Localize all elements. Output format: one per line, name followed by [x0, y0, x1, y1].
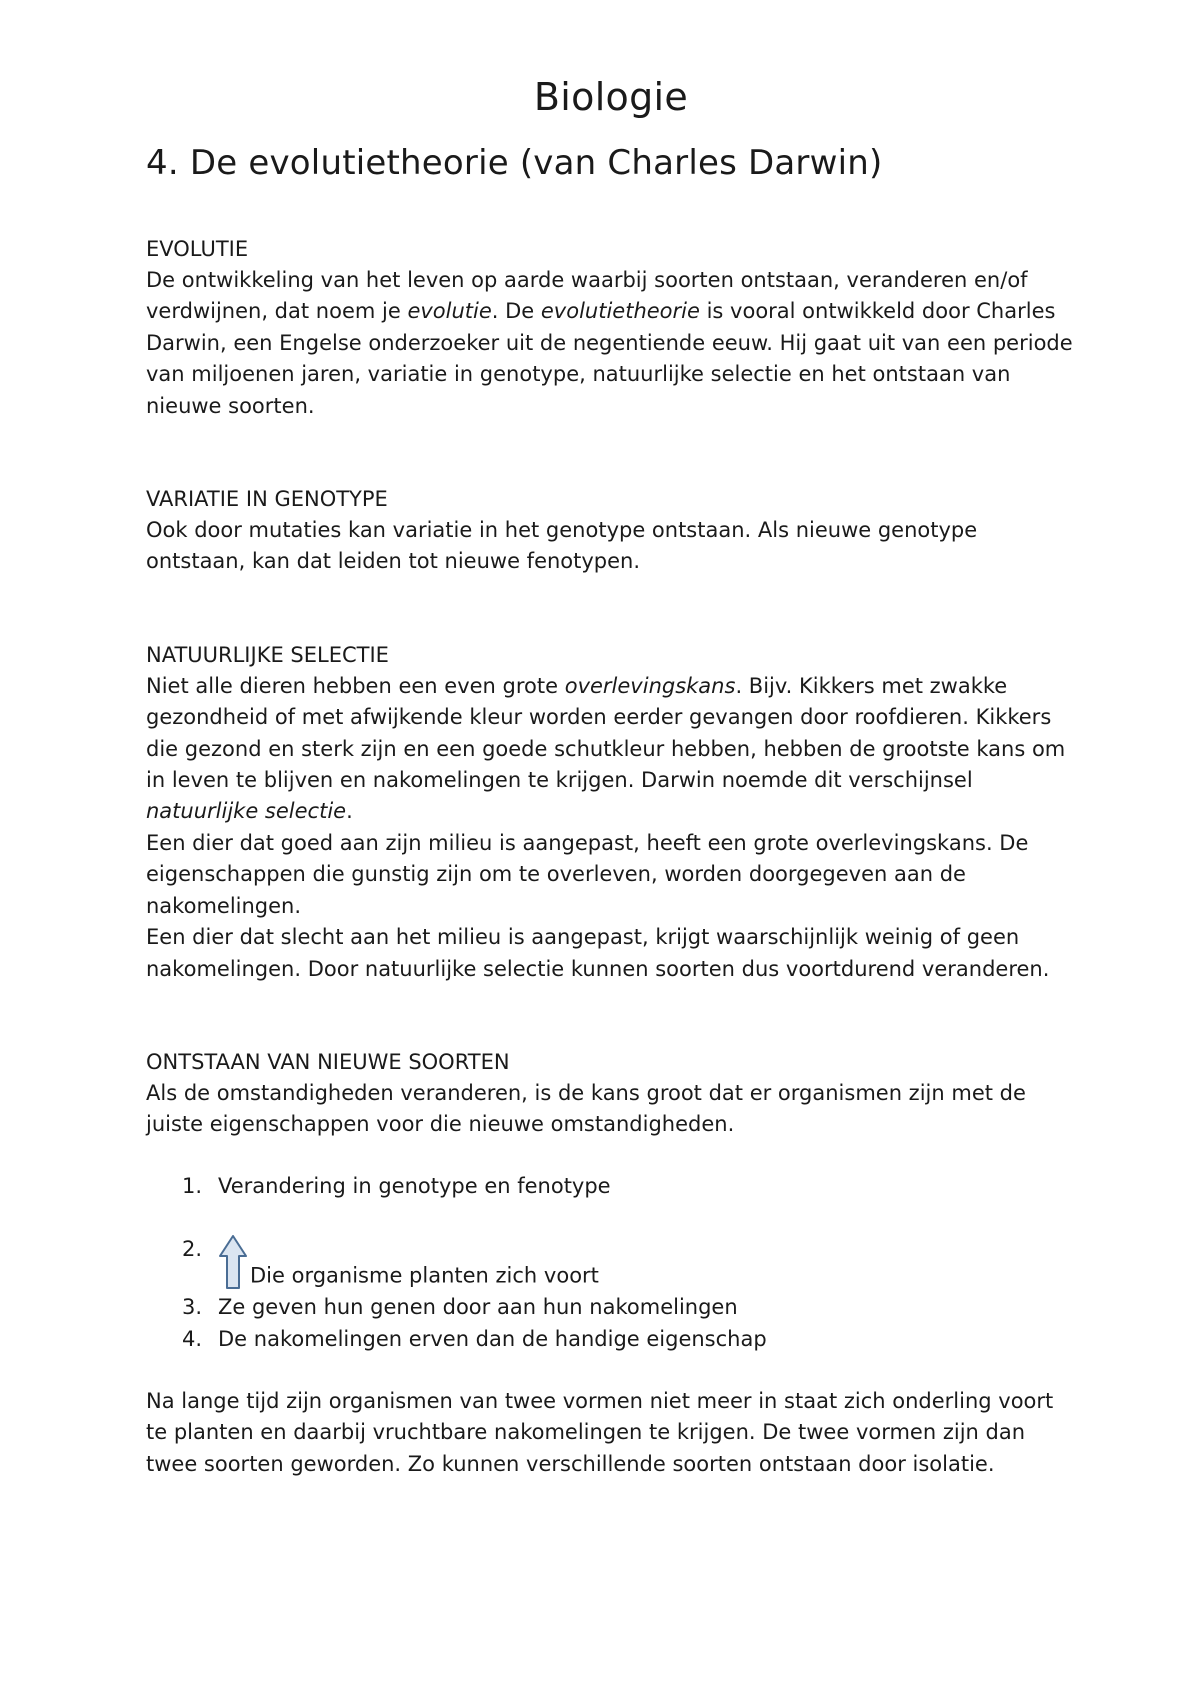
list-number: 3. — [182, 1295, 203, 1320]
steps-list — [146, 1171, 1076, 1355]
document-page — [146, 70, 1076, 1480]
list-item — [146, 1324, 1076, 1355]
text-span: . De — [491, 299, 541, 324]
paragraph-selectie-2: Een dier dat goed aan zijn milieu is aangepast, heeft een grote overlevingskans. De eigenschappen die gunstig zijn om te overleven, worden doorgegeven aan de nakomelingen. — [146, 830, 1029, 918]
paragraph-variatie: Ook door mutaties kan variatie in het genotype ontstaan. Als nieuwe genotype ontstaan, kan dat leiden tot nieuwe fenotypen. — [146, 518, 978, 574]
list-item-text: Verandering in genotype en fenotype — [218, 1173, 611, 1198]
section-heading-evolutie: EVOLUTIE — [146, 237, 249, 261]
list-item — [146, 1171, 1076, 1202]
section-evolutie — [146, 234, 1076, 422]
paragraph-selectie-3: Een dier dat slecht aan het milieu is aangepast, krijgt waarschijnlijk weinig of geen nakomelingen. Door natuurlijke selectie kunnen soorten dus voortdurend veranderen. — [146, 925, 1050, 981]
term-evolutietheorie: evolutietheorie — [540, 299, 700, 324]
text-span: Niet alle dieren hebben een even grote — [146, 673, 565, 698]
up-arrow-icon — [218, 1234, 248, 1290]
section-heading-selectie: NATUURLIJKE SELECTIE — [146, 642, 389, 667]
list-item — [146, 1234, 1076, 1292]
section-heading-soorten: ONTSTAAN VAN NIEUWE SOORTEN — [146, 1049, 510, 1074]
list-item — [146, 1292, 1076, 1323]
text-span: . Bijv. Kikkers met zwakke gezondheid of met afwijkende kleur worden eerder gevangen door roofdieren. Kikkers die gezond en sterk zijn en een goede schutkleur hebben, hebben de grootste kans om in leven te blijven en nakomelingen te krijgen. Darwin noemde dit verschijnsel — [146, 673, 1066, 793]
paragraph-soorten-outro: Na lange tijd zijn organismen van twee vormen niet meer in staat zich onderling voort te planten en daarbij vruchtbare nakomelingen te krijgen. De twee vormen zijn dan twee soorten geworden. Zo kunnen verschillende soorten ontstaan door isolatie. — [146, 1388, 1054, 1476]
list-number: 1. — [182, 1173, 203, 1198]
list-item-text: Ze geven hun genen door aan hun nakomelingen — [218, 1295, 738, 1320]
chapter-title: 4. De evolutietheorie (van Charles Darwin) — [146, 143, 883, 183]
paragraph-selectie-1 — [146, 671, 1076, 828]
term-evolutie: evolutie — [407, 299, 492, 324]
term-natuurlijke-selectie: natuurlijke selectie — [146, 799, 347, 824]
list-item-text: De nakomelingen erven dan de handige eigenschap — [218, 1326, 767, 1351]
section-soorten — [146, 1047, 1076, 1480]
text-span: is vooral ontwikkeld door Charles Darwin, een Engelse onderzoeker uit de negentiende eeuw. Hij gaat uit van een periode van miljoenen jaren, variatie in genotype, natuurlijke selectie en het ontstaan van nieuwe soorten. — [146, 299, 1073, 418]
section-heading-variatie: VARIATIE IN GENOTYPE — [146, 487, 388, 512]
list-number: 4. — [182, 1326, 203, 1351]
paragraph-soorten-intro: Als de omstandigheden veranderen, is de kans groot dat er organismen zijn met de juiste eigenschappen voor die nieuwe omstandigheden. — [146, 1080, 1026, 1137]
list-item-text: Die organisme planten zich voort — [250, 1263, 599, 1288]
document-title: Biologie — [533, 75, 689, 119]
text-span: De ontwikkeling van het leven op aarde waarbij soorten ontstaan, veranderen en/of verdwijnen, dat noem je — [146, 268, 1028, 324]
paragraph-evolutie — [146, 265, 1076, 422]
section-selectie — [146, 640, 1076, 985]
term-overlevingskans: overlevingskans — [564, 673, 736, 698]
text-span: . — [346, 799, 353, 824]
list-number: 2. — [182, 1237, 203, 1262]
section-variatie — [146, 484, 1076, 578]
